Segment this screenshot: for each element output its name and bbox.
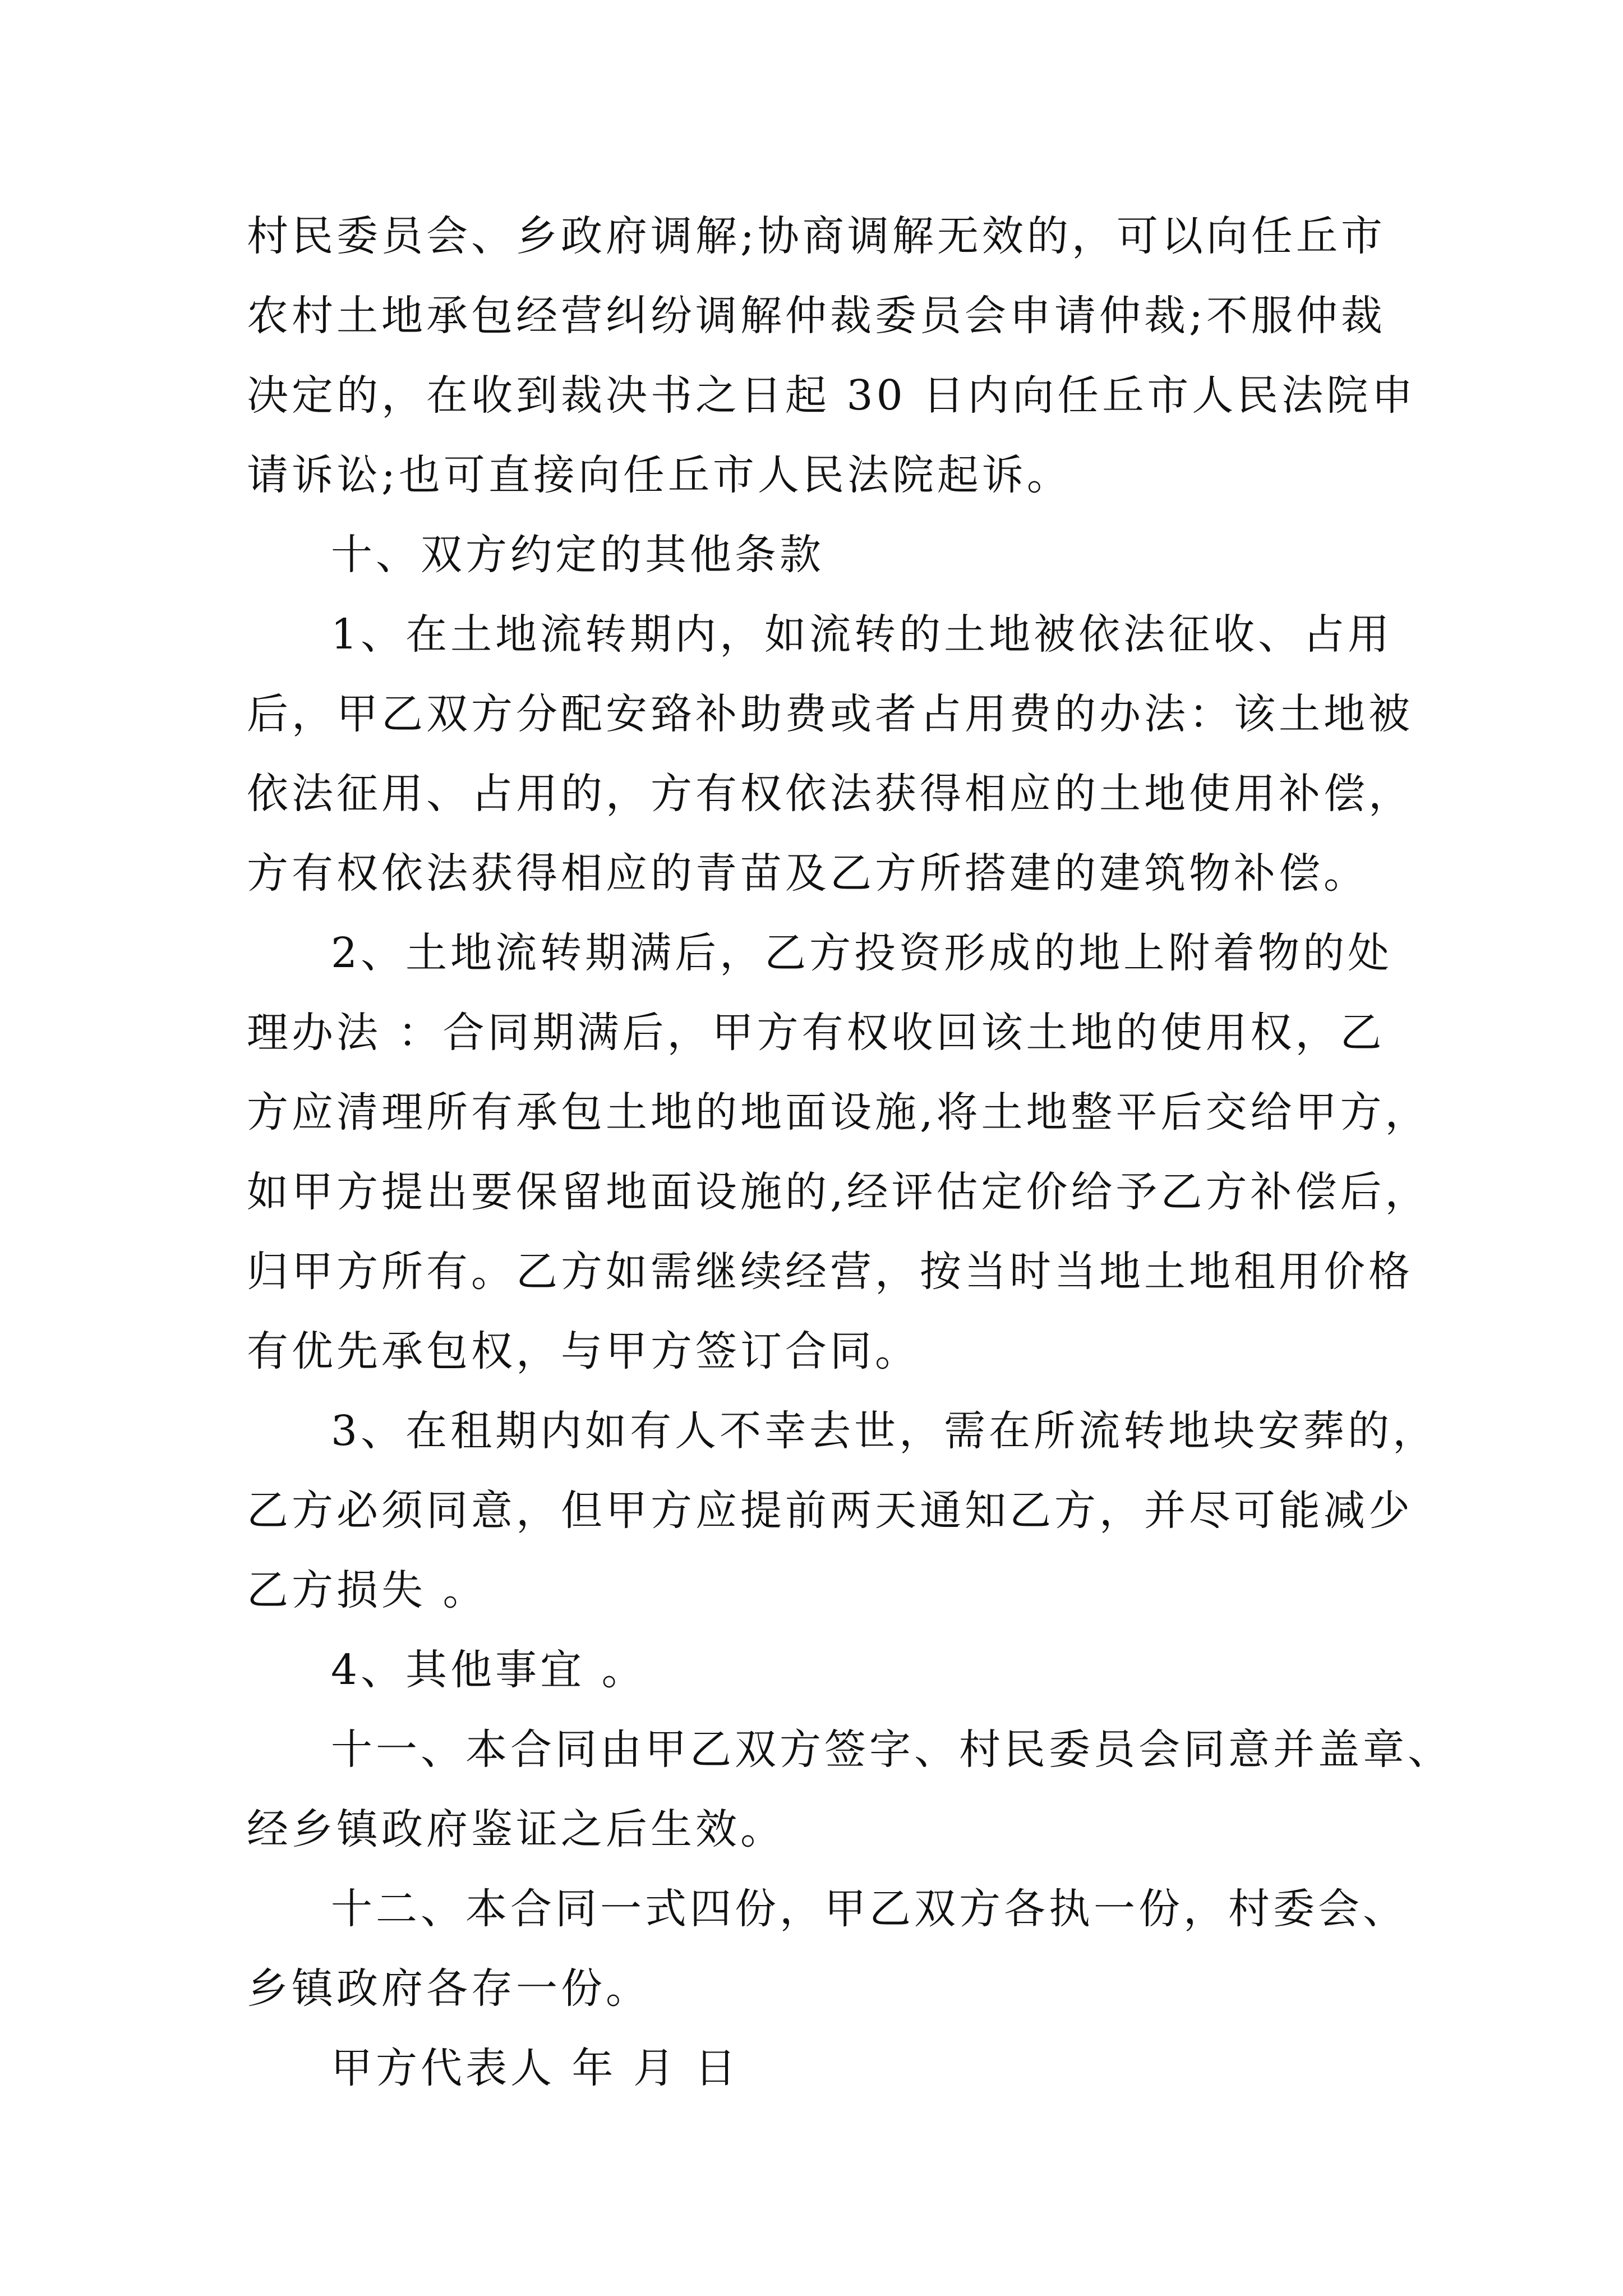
text-line: 乡镇政府各存一份。 bbox=[247, 1964, 651, 2013]
text-line: 归甲方所有。乙方如需继续经营，按当时当地土地租用价格 bbox=[247, 1248, 1413, 1296]
signature-line: 甲方代表人 年 月 日 bbox=[331, 2044, 740, 2092]
text-line: 1、在土地流转期内，如流转的土地被依法征收、占用 bbox=[331, 610, 1393, 659]
text-line: 村民委员会、乡政府调解;协商调解无效的，可以向任丘市 bbox=[247, 212, 1386, 260]
text-line: 4、其他事宜 。 bbox=[331, 1646, 647, 1694]
section-heading: 十一、本合同由甲乙双方签字、村民委员会同意并盖章、 bbox=[331, 1726, 1453, 1774]
text-line: 3、在租期内如有人不幸去世，需在所流转地块安葬的， bbox=[331, 1407, 1438, 1455]
text-line: 农村土地承包经营纠纷调解仲裁委员会申请仲裁;不服仲裁 bbox=[247, 292, 1386, 340]
text-line: 后，甲乙双方分配安臵补助费或者占用费的办法：该土地被 bbox=[247, 690, 1413, 738]
text-line: 方应清理所有承包土地的地面设施,将土地整平后交给甲方， bbox=[247, 1088, 1430, 1137]
text-line: 乙方必须同意，但甲方应提前两天通知乙方，并尽可能减少 bbox=[247, 1487, 1413, 1535]
text-line: 经乡镇政府鉴证之后生效。 bbox=[247, 1805, 785, 1853]
section-heading: 十、双方约定的其他条款 bbox=[331, 531, 824, 579]
text-line: 方有权依法获得相应的青苗及乙方所搭建的建筑物补偿。 bbox=[247, 849, 1368, 898]
text-line: 请诉讼;也可直接向任丘市人民法院起诉。 bbox=[247, 451, 1072, 499]
text-line: 依法征用、占用的，方有权依法获得相应的土地使用补偿， bbox=[247, 770, 1413, 818]
text-line: 理办法 ：合同期满后，甲方有权收回该土地的使用权，乙 bbox=[247, 1009, 1385, 1057]
contract-text bbox=[247, 196, 1453, 2108]
text-line: 决定的，在收到裁决书之日起 30 日内向任丘市人民法院申 bbox=[247, 371, 1417, 420]
text-line: 乙方损失 。 bbox=[247, 1566, 488, 1614]
text-line: 2、土地流转期满后，乙方投资形成的地上附着物的处 bbox=[331, 929, 1393, 977]
text-line: 如甲方提出要保留地面设施的,经评估定价给予乙方补偿后， bbox=[247, 1168, 1430, 1216]
section-heading: 十二、本合同一式四份，甲乙双方各执一份，村委会、 bbox=[331, 1885, 1408, 1933]
text-line: 有优先承包权，与甲方签订合同。 bbox=[247, 1327, 920, 1375]
